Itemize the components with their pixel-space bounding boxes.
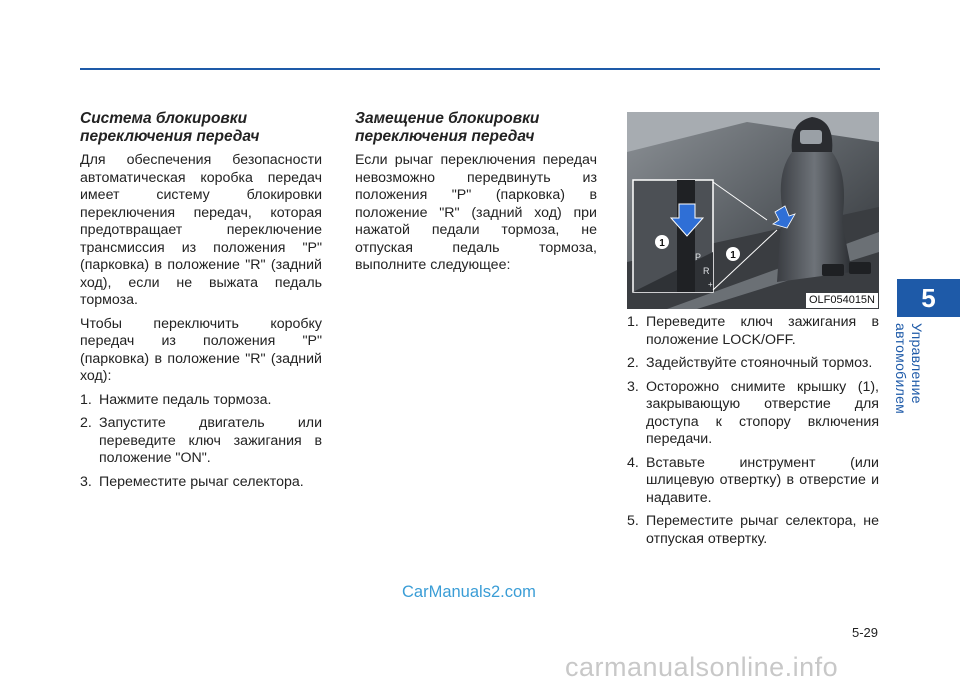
chapter-title: Управление автомобилем xyxy=(893,323,925,415)
list-item: 4. Вставьте инструмент (или шлицевую отвертку) в отверстие и надавите. xyxy=(627,454,879,506)
list-item: 2. Запустите двигатель или переведите ключ зажигания в положение "ON". xyxy=(80,415,322,466)
gear-letter-r: R xyxy=(703,266,710,276)
page-number: 5-29 xyxy=(852,625,879,640)
figure-code: OLF054015N xyxy=(806,293,878,308)
list-item: 2. Задействуйте стояночный тормоз. xyxy=(627,355,873,371)
release-steps xyxy=(627,314,879,554)
chapter-tab: 5 xyxy=(897,279,960,317)
section-shift-lock-release xyxy=(355,110,597,281)
steps-list xyxy=(80,392,322,492)
section-shift-lock xyxy=(80,110,322,497)
list-item: 5. Переместите рычаг селектора, не отпуская отвертку. xyxy=(627,513,879,547)
shift-lever-illustration xyxy=(627,112,879,309)
paragraph: Если рычаг переключения передач невозможно передвинуть из положения "P" (парковка) в положение "R" (задний ход) при нажатой педали тормоза, не отпуская педаль тормоза, выполните следующее: xyxy=(355,152,597,273)
gear-letter-p: P xyxy=(695,252,702,262)
list-item: 1. Нажмите педаль тормоза. xyxy=(80,391,272,408)
shift-lever-photo xyxy=(627,112,879,309)
callout-label: 1 xyxy=(659,238,665,249)
top-rule xyxy=(80,68,880,70)
paragraph: Для обеспечения безопасности автоматическая коробка передач имеет систему блокировки переключения передач, которая предотвращает переключение трансмиссия из положения "P" (парковка) в положение "R" (задний ход), если не выжата педаль тормоза. xyxy=(80,152,322,308)
gear-letter-plus: + xyxy=(708,280,713,289)
watermark-link[interactable]: CarManuals2.com xyxy=(402,583,536,601)
callout-label: 1 xyxy=(730,250,736,261)
footer-brand: carmanualsonline.info xyxy=(565,652,839,682)
section-heading: Замещение блокировки переключения передач xyxy=(355,110,540,145)
steps-list xyxy=(627,314,879,548)
list-item: 3. Осторожно снимите крышку (1), закрывающую отверстие для доступа к стопору включения передачи. xyxy=(627,378,879,447)
section-heading: Система блокировки переключения передач xyxy=(80,110,260,145)
list-item: 3. Переместите рычаг селектора. xyxy=(80,473,304,490)
paragraph: Чтобы переключить коробку передач из положения "P" (парковка) в положение "R" (задний ход): xyxy=(80,315,322,384)
list-item: 1. Переведите ключ зажигания в положение LOCK/OFF. xyxy=(627,314,879,348)
